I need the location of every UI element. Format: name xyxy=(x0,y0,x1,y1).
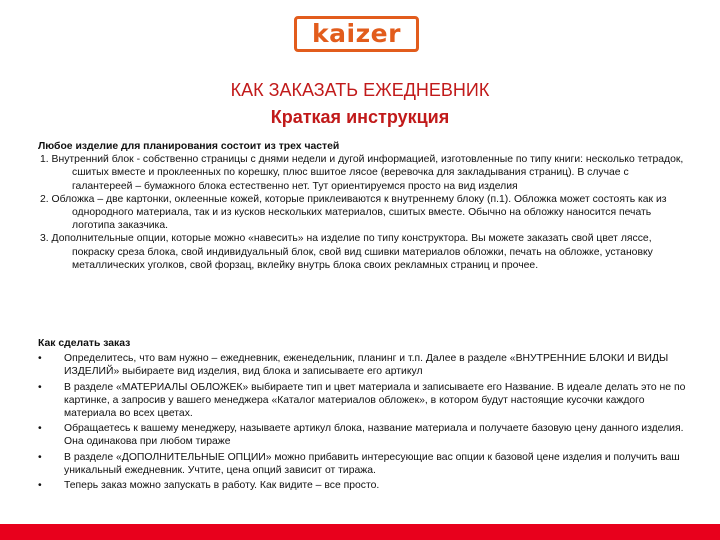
list-item-text: Обращаетесь к вашему менеджеру, называете артикул блока, название материала и получаете базовую цену данного изделия. Она одинакова при любом тираже xyxy=(64,423,684,448)
howto-list xyxy=(38,352,688,492)
bullet-marker: • xyxy=(38,451,42,463)
page-subtitle: Краткая инструкция xyxy=(270,107,450,127)
page-title: КАК ЗАКАЗАТЬ ЕЖЕДНЕВНИК xyxy=(230,80,490,100)
list-item xyxy=(38,422,688,448)
intro-section xyxy=(38,140,688,272)
list-item-text: В разделе «МАТЕРИАЛЫ ОБЛОЖЕК» выбираете тип и цвет материала и записываете его Название. В идеале делать это не по картинке, а запросив у вашего менеджера «Каталог материалов обложек», в котором будут настоящие кусочки каждого материала во всех цветах. xyxy=(64,381,686,420)
list-item xyxy=(38,352,688,378)
list-item xyxy=(38,451,688,477)
bottom-accent-bar xyxy=(0,524,720,540)
list-item-text: Теперь заказ можно запускать в работу. Как видите – все просто. xyxy=(64,480,380,492)
list-item xyxy=(38,381,688,421)
bullet-marker: • xyxy=(38,480,42,492)
list-item-text: Определитесь, что вам нужно – ежедневник, еженедельник, планинг и т.п. Далее в разделе «ВНУТРЕННИЕ БЛОКИ И ВИДЫ ИЗДЕЛИЙ» выбираете вид изделия, вид блока и записываете его артикул xyxy=(64,353,669,378)
bullet-marker: • xyxy=(38,381,42,393)
logo-text: kaizer xyxy=(312,19,401,48)
howto-section xyxy=(38,337,688,492)
bullet-marker: • xyxy=(38,423,42,435)
intro-item-1: 1. Внутренний блок - собственно страницы с днями недели и дугой информацией, изготовленные по типу книги: несколько тетрадок, сшитых вместе и проклеенных по корешку, плюс вшитое лясое (веревочка для закладывания страниц). В случае с галантереей – бумажного блока естественно нет. Тут ориентируемся просто на вид изделия xyxy=(40,154,684,192)
bullet-marker: • xyxy=(38,353,42,365)
list-item xyxy=(38,479,688,492)
intro-heading: Любое изделие для планирования состоит из трех частей xyxy=(38,141,340,152)
howto-heading: Как сделать заказ xyxy=(38,338,131,349)
intro-item-3: 3. Дополнительные опции, которые можно «навесить» на изделие по типу конструктора. Вы можете заказать свой цвет ляссе, покраску среза блока, свой индивидуальный блок, свой вид сшивки материалов обложки, печать на обложке, установку металлических уголков, свой форзац, вклейку внутрь блока своих рекламных страниц и прочее. xyxy=(40,233,653,271)
intro-item-2: 2. Обложка – две картонки, оклеенные кожей, которые приклеиваются к внутреннему блоку (п.1). Обложка может состоять как из однородного материала, так и из кусков нескольких материалов, сшитых вместе. Обычно на обложку наносится печать логотипа заказчика. xyxy=(40,193,667,232)
kaizer-logo xyxy=(294,16,419,52)
list-item-text: В разделе «ДОПОЛНИТЕЛЬНЫЕ ОПЦИИ» можно прибавить интересующие вас опции к базовой цене изделия и получить ваш уникальный ежедневник. Учтите, цена опций зависит от тиража. xyxy=(64,451,680,476)
